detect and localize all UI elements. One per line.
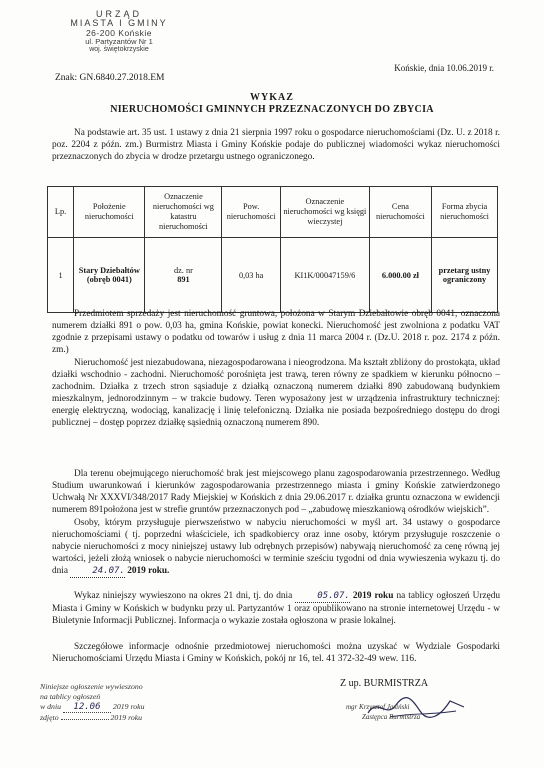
stamp-line-1: URZĄD	[96, 9, 142, 19]
notes-line-3	[40, 702, 144, 713]
posting-notes	[40, 682, 144, 723]
posted-date-handwritten: 12.06	[63, 702, 111, 713]
cell-area: 0,03 ha	[222, 238, 281, 313]
stamp-line-3: 26-200 Końskie	[85, 27, 153, 38]
cell-cadastre	[145, 238, 222, 313]
posted-label: w dniu	[40, 702, 62, 711]
table-row	[48, 238, 498, 313]
signatory-role: Zastępca Burmistrza	[362, 713, 421, 721]
intro-paragraph: Na podstawie art. 35 ust. 1 ustawy z dnia 21 sierpnia 1997 roku o gospodarce nieruchomościami (Dz. U. z 2018 r. poz. 2204 z późn. zm.) Burmistrz Miasta i Gminy Końskie podaje do publicznej wiadomości wykaz nieruchomości przeznaczonych do zbycia w drodze przetargu ustnego ograniczonego.	[52, 128, 500, 162]
cell-location: Stary Dziebałtów (obręb 0041)	[74, 238, 145, 313]
cell-price: 6.000.00 zł	[369, 238, 431, 313]
stamp-line-4: ul. Partyzantów Nr 1	[85, 36, 153, 46]
removed-label: zdjęto	[40, 713, 59, 722]
cadastre-prefix: dz. nr	[173, 266, 193, 275]
cell-land-register: KI1K/00047159/6	[280, 238, 369, 313]
signature-heading: Z up. BURMISTRZA	[340, 678, 429, 689]
header-form: Forma zbycia nieruchomości	[432, 187, 498, 238]
paragraph-priority	[52, 517, 500, 578]
posted-year: 2019 roku	[112, 702, 145, 711]
stamp-line-2: MIASTA I GMINY	[70, 18, 168, 29]
priority-text: Osoby, którym przysługuje pierwszeństwo w nabyciu nieruchomości w myśl art. 34 ustawy o gospodarce nieruchomościami ( tj. poprzedni właściciele, ich spadkobiercy oraz inne osoby, którym przysługuje roszczenie o nabycie nieruchomości z mocy niniejszej ustawy lub odrębnych przepisów) nabywają nieruchomość za cenę równą jej wartości, jeżeli złożą wniosek o nabycie nieruchomości w terminie sześciu tygodni od dnia wywieszenia wykazu tj. do dnia	[52, 518, 500, 576]
paragraph-posting	[52, 590, 500, 627]
cell-form: przetarg ustny ograniczony	[432, 238, 498, 313]
header-location: Położenie nieruchomości	[74, 187, 145, 238]
reference-number: Znak: GN.6840.27.2018.EM	[55, 73, 165, 83]
document-title: WYKAZ	[250, 92, 294, 103]
signatory-name: mgr Krzysztof Jasiński	[346, 703, 410, 711]
header-area: Pow. nieruchomości	[222, 187, 281, 238]
posting-end-handwritten: 05.07.	[295, 590, 350, 603]
paragraph-planning: Dla terenu obejmującego nieruchomość brak jest miejscowego planu zagospodarowania przestrzennego. Według Studium uwarunkowań i kierunków zagospodarowania przestrzennego miasta i gminy Końskie zatwierdzonego Uchwałą Nr XXXVI/348/2017 Rady Miejskiej w Końskich z dnia 29.06.2017 r. działka gruntu oznaczona w ewidencji numerem 891położona jest w strefie gruntów przeznaczonych pod – „zabudowę mieszkaniową ośrodków wiejskich”.	[52, 469, 500, 515]
document-subtitle: NIERUCHOMOŚCI GMINNYCH PRZEZNACZONYCH DO ZBYCIA	[110, 104, 434, 115]
priority-year: 2019 roku.	[127, 566, 170, 576]
cell-lp: 1	[48, 238, 74, 313]
priority-deadline-handwritten: 24.07.	[70, 565, 125, 578]
header-cadastre: Oznaczenie nieruchomości wg katastru nieruchomości	[145, 187, 222, 238]
header-price: Cena nieruchomości	[369, 187, 431, 238]
table-header-row	[48, 187, 498, 238]
notes-line-4	[40, 713, 144, 723]
paragraph-subject: Przedmiotem sprzedaży jest nieruchomość gruntowa, położona w Starym Dziebałtowie obręb 0041, oznaczona numerem działki 891 o pow. 0,03 ha, gmina Końskie, powiat konecki. Nieruchomość jest zwolniona z podatku VAT zgodnie z przepisami ustawy o podatku od towarów i usług z dnia 11 marca 2004 r. (Dz.U. 2018 r. poz. 2174 z późn. zm.)	[52, 309, 500, 355]
removed-date-blank	[61, 719, 109, 720]
stamp-line-5: woj. świętokrzyskie	[89, 45, 149, 53]
posting-text: Wykaz niniejszy wywieszono na okres 21 dni, tj. do dnia	[74, 591, 293, 601]
document-date: Końskie, dnia 10.06.2019 r.	[394, 63, 494, 73]
notes-line-2: na tablicy ogłoszeń	[40, 692, 101, 701]
removed-year: 2019 roku	[110, 713, 143, 722]
office-stamp	[60, 10, 178, 53]
notes-line-1: Niniejsze ogłoszenie wywieszono	[40, 682, 143, 691]
property-table	[47, 186, 498, 313]
posting-year: 2019 roku	[352, 591, 394, 601]
paragraph-contact: Szczegółowe informacje odnośnie przedmiotowej nieruchomości można uzyskać w Wydziale Gospodarki Nieruchomościami Urzędu Miasta i Gminy w Końskich, pokój nr 16, tel. 41 372-32-49 wew. 116.	[52, 642, 500, 664]
header-land-register: Oznaczenie nieruchomości wg księgi wieczystej	[280, 187, 369, 238]
cadastre-number: 891	[177, 275, 190, 284]
paragraph-description: Nieruchomość jest niezabudowana, niezagospodarowana i nieogrodzona. Ma kształt zbliżony do prostokąta, układ działki wschodnio - zachodni. Nieruchomość porośnięta jest trawą, teren równy ze spadkiem w kierunku północno – zachodnim. Działka z trzech stron sąsiaduje z działką oznaczoną numerem działki 890 zabudowaną budynkiem mieszkalnym, jednorodzinnym – w trakcie budowy. Teren wyposażony jest w urządzenia infrastruktury technicznej: energię elektryczną, wodociąg, kanalizację i linię telefoniczną. Działka nie posiada bezpośredniego dostępu do drogi publicznej – dostęp poprzez działkę sąsiednią oznaczoną numerem 890.	[52, 358, 500, 428]
header-lp: Lp.	[48, 187, 74, 238]
posting-rest: na tablicy ogłoszeń Urzędu Miasta i Gminy w Końskich w budynku przy ul. Partyzantów 1 oraz opublikowano na stronie internetowej Urzędu - w Biuletynie Informacji Publicznej. Informacja o wykazie została ogłoszona w prasie lokalnej.	[52, 591, 500, 626]
